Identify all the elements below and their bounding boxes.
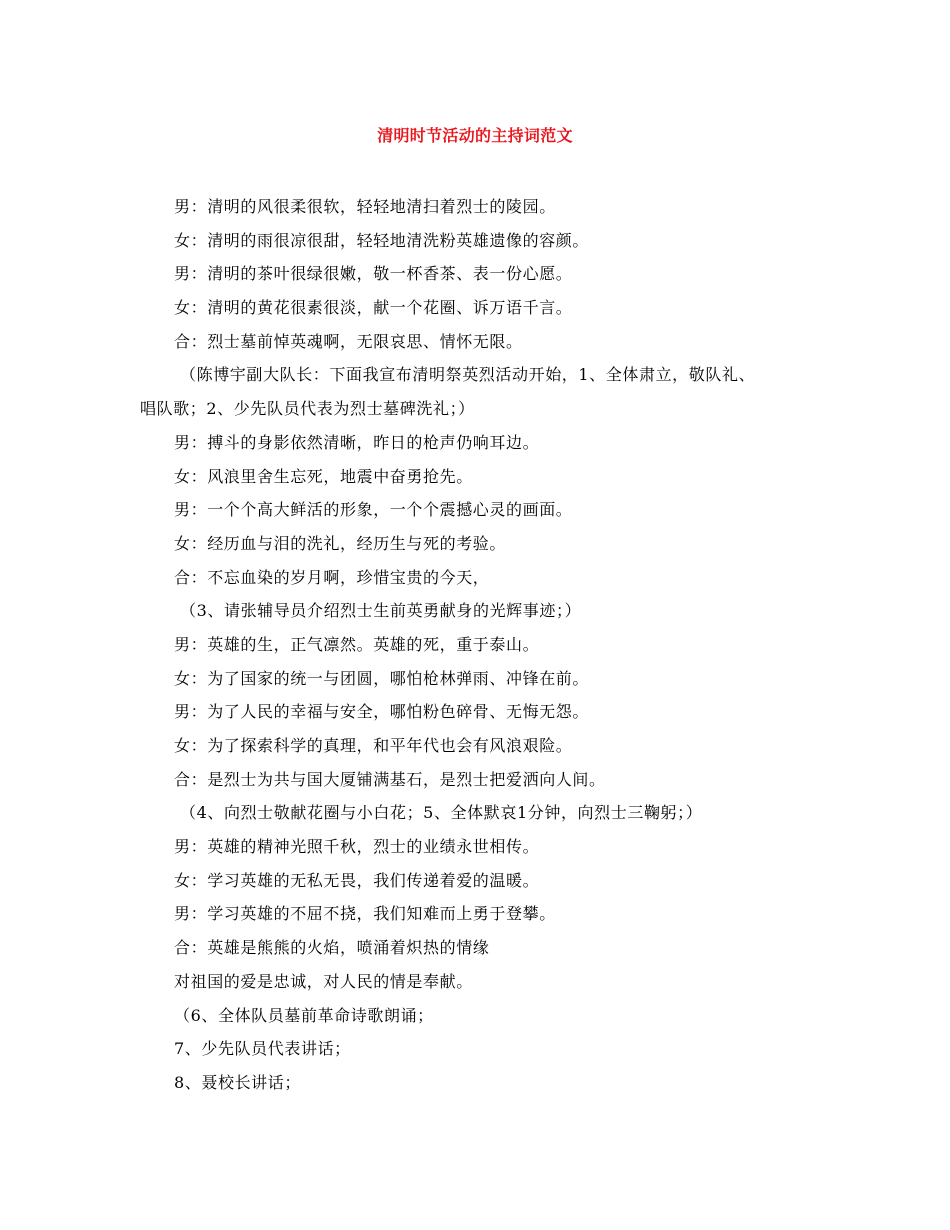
paragraph-line: 男：清明的风很柔很软，轻轻地清扫着烈士的陵园。 [174,197,556,216]
paragraph-line: （3、请张辅导员介绍烈士生前英勇献身的光辉事迹；） [180,601,582,621]
paragraph-line: 男：一个个高大鲜活的形象，一个个震撼心灵的画面。 [174,500,573,520]
paragraph-line: 合：是烈士为共与国大厦铺满基石，是烈士把爱洒向人间。 [174,769,606,789]
paragraph-line: 7、少先队员代表讲话； [174,1039,351,1059]
paragraph-line: 对祖国的爱是忠诚，对人民的情是奉献。 [174,971,473,991]
paragraph-line: 合：烈士墓前悼英魂啊，无限哀思、情怀无限。 [174,331,523,351]
paragraph-line: 男：英雄的生，正气凛然。英雄的死，重于泰山。 [174,634,540,654]
paragraph-line: 8、聂校长讲话； [174,1072,301,1092]
paragraph-line: 女：清明的雨很凉很甜，轻轻地清洗粉英雄遗像的容颜。 [174,230,590,250]
paragraph-line: （6、全体队员墓前革命诗歌朗诵； [174,1005,434,1025]
paragraph-line: 男：学习英雄的不屈不挠，我们知难而上勇于登攀。 [174,904,556,924]
paragraph-line: 女：经历血与泪的洗礼，经历生与死的考验。 [174,533,507,553]
paragraph-line: 女：为了探索科学的真理，和平年代也会有风浪艰险。 [174,736,573,755]
document-body [140,190,840,1100]
paragraph-line: 女：风浪里舍生忘死，地震中奋勇抢先。 [174,466,473,486]
paragraph-line: 唱队歌；2、少先队员代表为烈士墓碑洗礼；） [140,399,475,419]
paragraph-line: 合：不忘血染的岁月啊，珍惜宝贵的今天， [174,567,490,587]
paragraph-line: （4、向烈士敬献花圈与小白花；5、全体默哀1分钟，向烈士三鞠躬；） [180,803,703,823]
document-title: 清明时节活动的主持词范文 [377,126,573,145]
paragraph-line: 男：为了人民的幸福与安全，哪怕粉色碎骨、无悔无怨。 [174,702,590,722]
paragraph-line: 男：清明的茶叶很绿很嫩，敬一杯香茶、表一份心愿。 [174,264,573,284]
paragraph-line: 男：英雄的精神光照千秋，烈士的业绩永世相传。 [174,837,540,857]
paragraph-line: （陈博宇副大队长：下面我宣布清明祭英烈活动开始，1、全体肃立，敬队礼、 [180,365,756,385]
paragraph-line: 女：清明的黄花很素很淡，献一个花圈、诉万语千言。 [174,298,573,318]
paragraph-line: 女：为了国家的统一与团圆，哪怕枪林弹雨、冲锋在前。 [174,668,590,688]
paragraph-line: 男：搏斗的身影依然清晰，昨日的枪声仍响耳边。 [174,432,540,452]
paragraph-line: 合：英雄是熊熊的火焰，喷涌着炽热的情缘 [174,938,490,958]
paragraph-line: 女：学习英雄的无私无畏，我们传递着爱的温暖。 [174,870,540,890]
